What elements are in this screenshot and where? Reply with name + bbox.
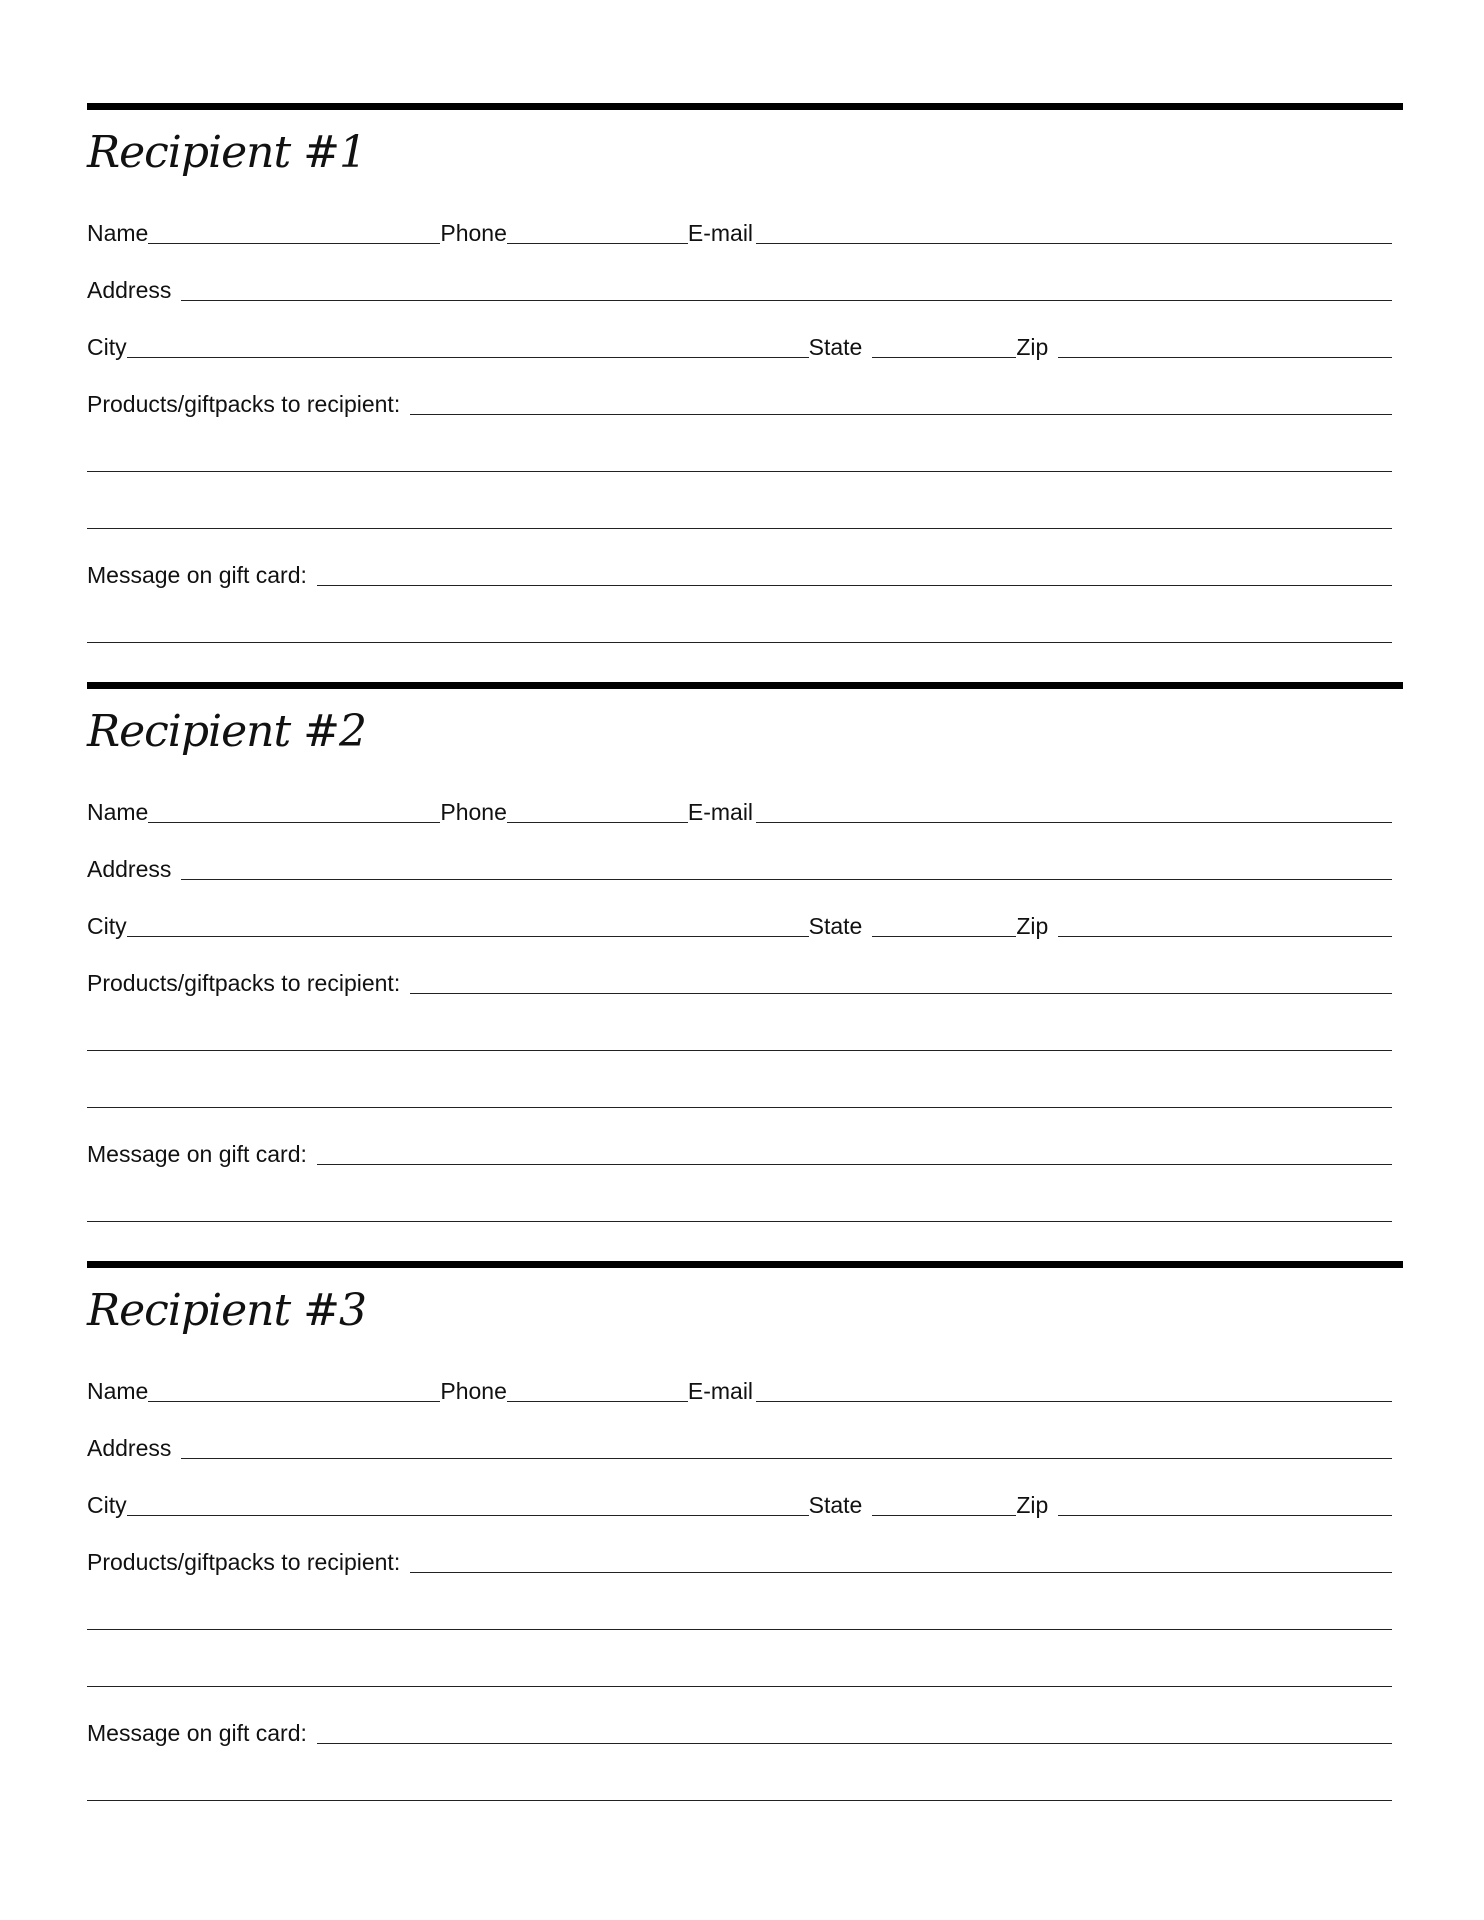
products-row bbox=[87, 389, 1392, 417]
message-field[interactable] bbox=[317, 1164, 1392, 1165]
message-label: Message on gift card: bbox=[87, 1720, 307, 1746]
city-label: City bbox=[87, 1492, 127, 1518]
products-label: Products/giftpacks to recipient: bbox=[87, 391, 401, 417]
message-row bbox=[87, 1718, 1392, 1746]
state-field[interactable] bbox=[872, 1515, 1016, 1516]
state-field[interactable] bbox=[872, 357, 1016, 358]
message-row bbox=[87, 1139, 1392, 1167]
products-continuation-line[interactable] bbox=[87, 1050, 1392, 1051]
message-continuation-line[interactable] bbox=[87, 642, 1392, 643]
email-label: E-mail bbox=[687, 1378, 754, 1404]
email-field[interactable] bbox=[756, 243, 1392, 244]
address-field[interactable] bbox=[181, 300, 1392, 301]
zip-field[interactable] bbox=[1058, 357, 1392, 358]
section-divider bbox=[87, 1261, 1403, 1268]
phone-field[interactable] bbox=[507, 822, 688, 823]
products-continuation-line[interactable] bbox=[87, 528, 1392, 529]
contact-row bbox=[87, 1376, 1392, 1404]
city-label: City bbox=[87, 913, 127, 939]
city-field[interactable] bbox=[127, 936, 809, 937]
address-label: Address bbox=[87, 277, 172, 303]
section-divider bbox=[87, 682, 1403, 689]
phone-label: Phone bbox=[440, 799, 507, 825]
state-field[interactable] bbox=[872, 936, 1016, 937]
products-row bbox=[87, 968, 1392, 996]
address-row bbox=[87, 275, 1392, 303]
message-label: Message on gift card: bbox=[87, 562, 307, 588]
section-title: Recipient #3 bbox=[87, 1285, 367, 1336]
name-label: Name bbox=[87, 1378, 149, 1404]
section-title: Recipient #1 bbox=[87, 127, 367, 178]
address-label: Address bbox=[87, 1435, 172, 1461]
email-label: E-mail bbox=[687, 799, 754, 825]
city-field[interactable] bbox=[127, 357, 809, 358]
section-title: Recipient #2 bbox=[87, 706, 367, 757]
name-field[interactable] bbox=[148, 1401, 440, 1402]
zip-label: Zip bbox=[1016, 913, 1049, 939]
state-label: State bbox=[808, 913, 863, 939]
email-field[interactable] bbox=[756, 1401, 1392, 1402]
state-label: State bbox=[808, 1492, 863, 1518]
products-continuation-line[interactable] bbox=[87, 1686, 1392, 1687]
contact-row bbox=[87, 218, 1392, 246]
email-label: E-mail bbox=[687, 220, 754, 246]
contact-row bbox=[87, 797, 1392, 825]
message-continuation-line[interactable] bbox=[87, 1800, 1392, 1801]
city-state-zip-row bbox=[87, 911, 1392, 939]
zip-label: Zip bbox=[1016, 334, 1049, 360]
section-divider bbox=[87, 103, 1403, 110]
city-state-zip-row bbox=[87, 332, 1392, 360]
address-label: Address bbox=[87, 856, 172, 882]
products-field[interactable] bbox=[410, 1572, 1392, 1573]
name-field[interactable] bbox=[148, 243, 440, 244]
products-continuation-line[interactable] bbox=[87, 471, 1392, 472]
email-field[interactable] bbox=[756, 822, 1392, 823]
zip-label: Zip bbox=[1016, 1492, 1049, 1518]
address-row bbox=[87, 854, 1392, 882]
city-label: City bbox=[87, 334, 127, 360]
name-label: Name bbox=[87, 799, 149, 825]
message-continuation-line[interactable] bbox=[87, 1221, 1392, 1222]
name-label: Name bbox=[87, 220, 149, 246]
state-label: State bbox=[808, 334, 863, 360]
products-field[interactable] bbox=[410, 414, 1392, 415]
products-row bbox=[87, 1547, 1392, 1575]
address-row bbox=[87, 1433, 1392, 1461]
address-field[interactable] bbox=[181, 1458, 1392, 1459]
products-field[interactable] bbox=[410, 993, 1392, 994]
city-field[interactable] bbox=[127, 1515, 809, 1516]
message-label: Message on gift card: bbox=[87, 1141, 307, 1167]
message-field[interactable] bbox=[317, 585, 1392, 586]
products-label: Products/giftpacks to recipient: bbox=[87, 970, 401, 996]
message-row bbox=[87, 560, 1392, 588]
zip-field[interactable] bbox=[1058, 936, 1392, 937]
zip-field[interactable] bbox=[1058, 1515, 1392, 1516]
phone-field[interactable] bbox=[507, 1401, 688, 1402]
products-continuation-line[interactable] bbox=[87, 1107, 1392, 1108]
address-field[interactable] bbox=[181, 879, 1392, 880]
message-field[interactable] bbox=[317, 1743, 1392, 1744]
phone-label: Phone bbox=[440, 1378, 507, 1404]
products-label: Products/giftpacks to recipient: bbox=[87, 1549, 401, 1575]
city-state-zip-row bbox=[87, 1490, 1392, 1518]
products-continuation-line[interactable] bbox=[87, 1629, 1392, 1630]
name-field[interactable] bbox=[148, 822, 440, 823]
phone-label: Phone bbox=[440, 220, 507, 246]
phone-field[interactable] bbox=[507, 243, 688, 244]
